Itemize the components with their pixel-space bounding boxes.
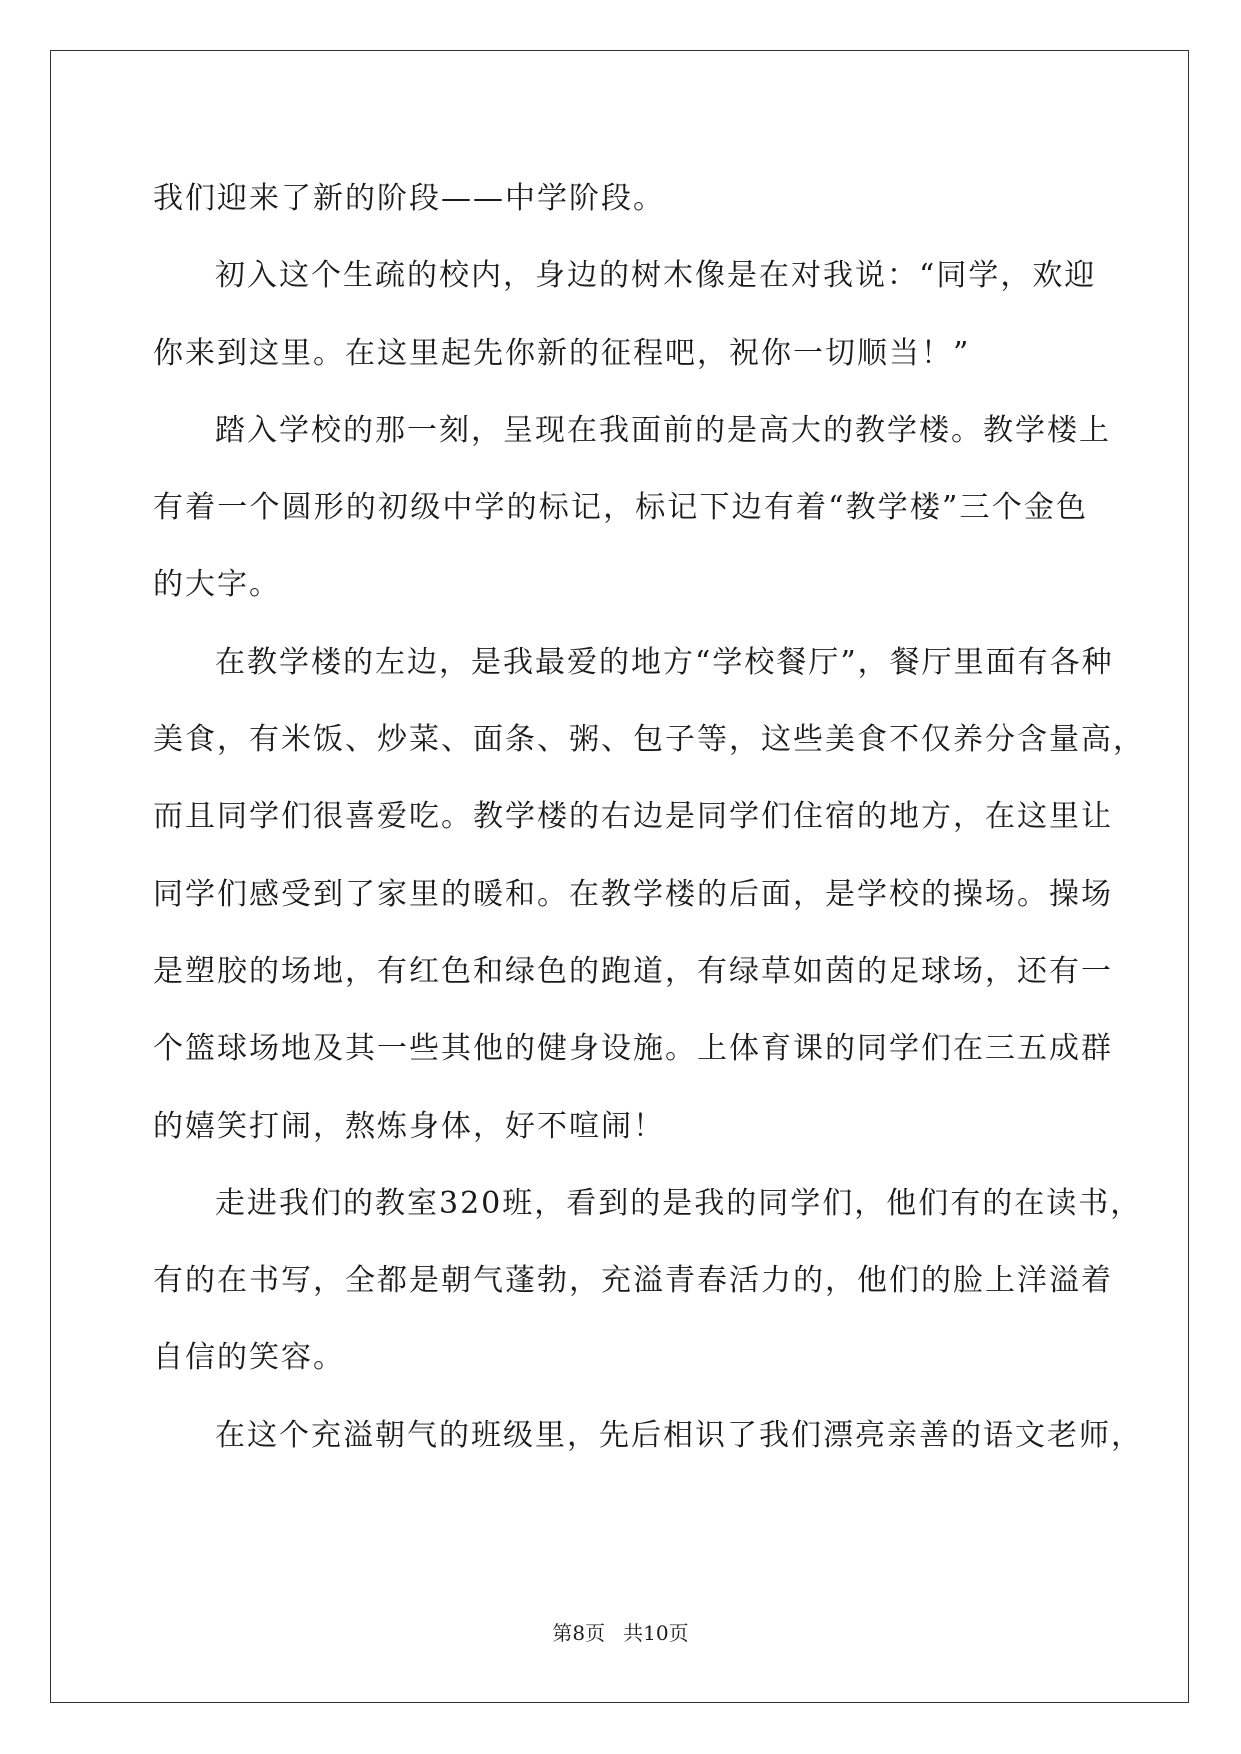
text-line: 美食，有米饭、炒菜、面条、粥、包子等，这些美食不仅养分含量高， bbox=[153, 722, 1145, 758]
text-line: 自信的笑容。 bbox=[153, 1340, 345, 1376]
text-line: 在这个充溢朝气的班级里，先后相识了我们漂亮亲善的语文老师， bbox=[215, 1417, 1143, 1453]
page-number: 第8页 bbox=[552, 1621, 606, 1645]
text-line: 初入这个生疏的校内，身边的树木像是在对我说：“同学，欢迎 bbox=[215, 258, 1097, 294]
text-line: 你来到这里。在这里起先你新的征程吧，祝你一切顺当！” bbox=[153, 335, 971, 371]
page-total: 共10页 bbox=[623, 1621, 689, 1645]
text-line: 踏入学校的那一刻，呈现在我面前的是高大的教学楼。教学楼上 bbox=[215, 412, 1111, 448]
text-line: 而且同学们很喜爱吃。教学楼的右边是同学们住宿的地方，在这里让 bbox=[153, 799, 1113, 835]
text-line: 同学们感受到了家里的暖和。在教学楼的后面，是学校的操场。操场 bbox=[153, 876, 1113, 912]
page-footer bbox=[0, 1617, 1241, 1646]
document-body bbox=[153, 160, 1145, 1474]
text-line: 的大字。 bbox=[153, 567, 281, 603]
text-line: 走进我们的教室320班，看到的是我的同学们，他们有的在读书， bbox=[215, 1185, 1143, 1221]
text-line: 个篮球场地及其一些其他的健身设施。上体育课的同学们在三五成群 bbox=[153, 1031, 1113, 1067]
text-line: 我们迎来了新的阶段——中学阶段。 bbox=[153, 181, 665, 216]
text-line: 是塑胶的场地，有红色和绿色的跑道，有绿草如茵的足球场，还有一 bbox=[153, 953, 1113, 989]
text-line: 有着一个圆形的初级中学的标记，标记下边有着“教学楼”三个金色 bbox=[153, 490, 1088, 526]
text-line: 的嬉笑打闹，熬炼身体，好不喧闹！ bbox=[153, 1108, 665, 1144]
text-line: 有的在书写，全都是朝气蓬勃，充溢青春活力的，他们的脸上洋溢着 bbox=[153, 1263, 1113, 1299]
text-line: 在教学楼的左边，是我最爱的地方“学校餐厅”，餐厅里面有各种 bbox=[215, 644, 1114, 680]
